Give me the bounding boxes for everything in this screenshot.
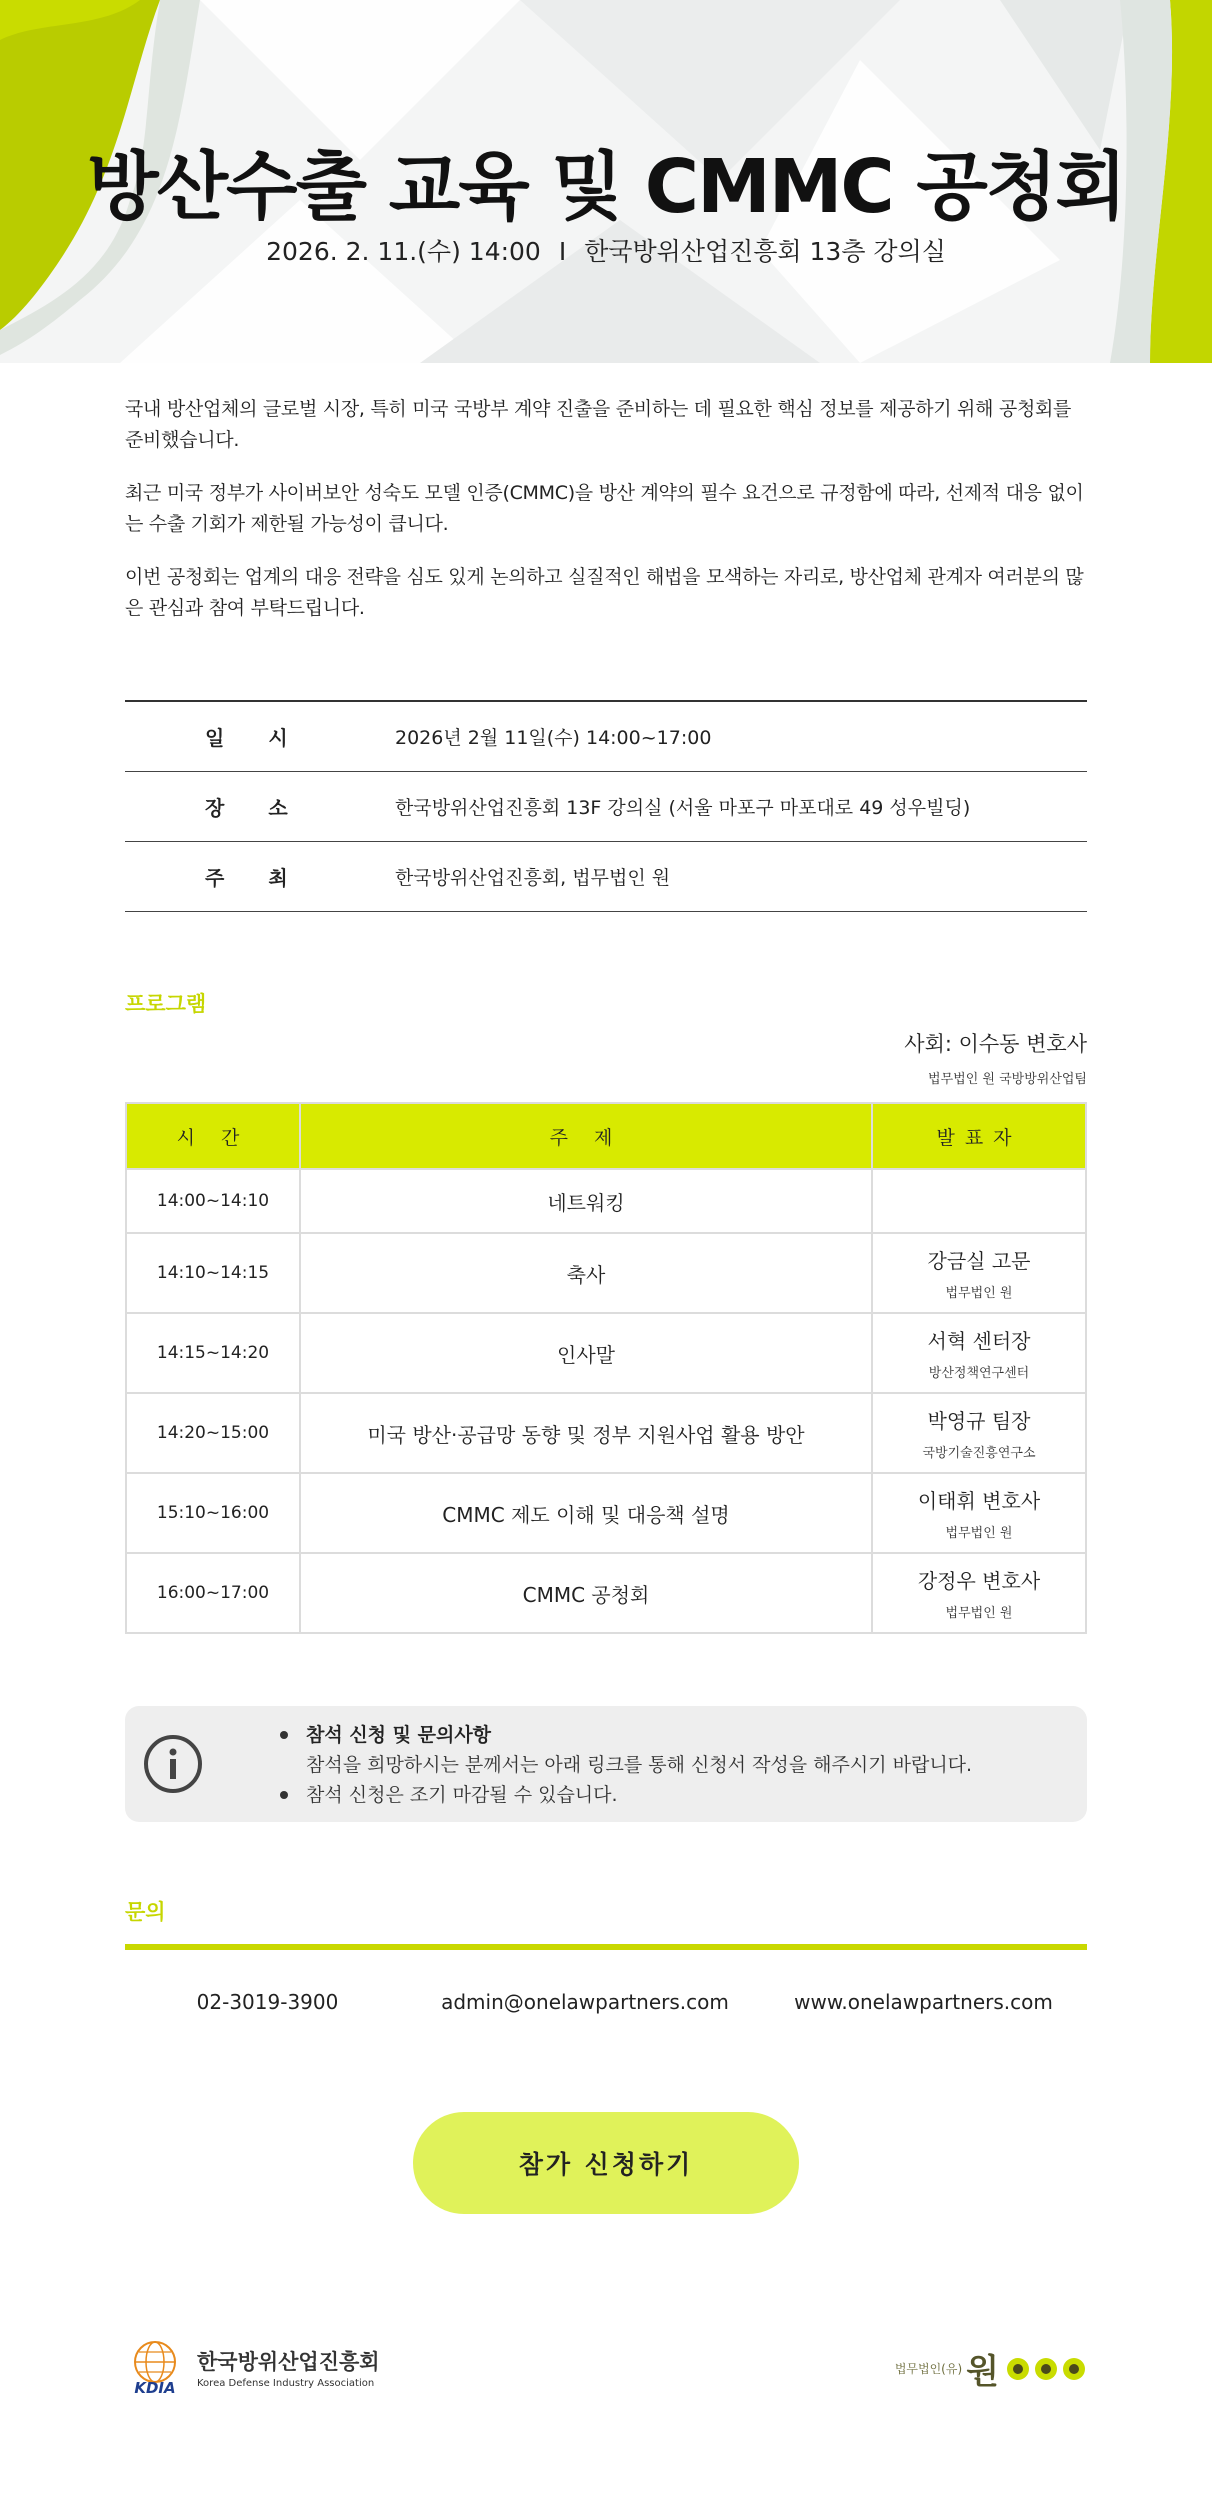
speaker-org: 법무법인 원 (945, 1286, 1013, 1301)
contact-heading: 문의 (125, 1900, 166, 1924)
row-topic: 미국 방산·공급망 동향 및 정부 지원사업 활용 방안 (300, 1393, 872, 1473)
register-button[interactable]: 참가 신청하기 (413, 2112, 799, 2214)
row-time: 14:10~14:15 (126, 1233, 300, 1313)
header-speaker: 발표자 (872, 1103, 1086, 1169)
event-subtitle (0, 232, 1212, 268)
page-title: 방산수출 교육 및 CMMC 공청회 (87, 144, 1125, 230)
onelaw-dots-icon (1005, 2356, 1087, 2382)
row-speaker (872, 1313, 1086, 1393)
onelaw-prefix: 법무법인(유) (894, 2362, 963, 2376)
row-time: 14:00~14:10 (126, 1169, 300, 1233)
kdia-mark-text: KDIA (134, 2379, 176, 2396)
row-speaker (872, 1393, 1086, 1473)
program-table (125, 1102, 1087, 1634)
info-value-date: 2026년 2월 11일(수) 14:00~17:00 (395, 727, 712, 749)
program-heading: 프로그램 (125, 992, 207, 1016)
notice-item-line1: 참석을 희망하시는 분께서는 아래 링크를 통해 신청서 작성을 해주시기 바랍니다. (306, 1754, 973, 1776)
moderator-name: 사회: 이수동 변호사 (904, 1032, 1087, 1056)
row-time: 14:20~15:00 (126, 1393, 300, 1473)
speaker-org: 국방기술진흥연구소 (922, 1446, 1036, 1461)
row-topic: 인사말 (300, 1313, 872, 1393)
kdia-english-name: Korea Defense Industry Association (197, 2377, 375, 2389)
info-row-date (125, 702, 1087, 772)
table-row (126, 1393, 1086, 1473)
info-label-place: 장소 (205, 796, 332, 820)
row-topic: 축사 (300, 1233, 872, 1313)
kdia-text (197, 2346, 380, 2389)
row-topic: CMMC 제도 이해 및 대응책 설명 (300, 1473, 872, 1553)
notice-list (280, 1720, 972, 1810)
intro-text (125, 394, 1087, 646)
hero-banner (0, 0, 1212, 363)
table-row (126, 1313, 1086, 1393)
header-time: 시 간 (126, 1103, 300, 1169)
contact-email[interactable]: admin@onelawpartners.com (441, 1990, 729, 2014)
program-table-header (126, 1103, 1086, 1169)
row-topic: 네트워킹 (300, 1169, 872, 1233)
speaker-org: 법무법인 원 (945, 1606, 1013, 1621)
speaker-name: 이태휘 변호사 (917, 1489, 1041, 1513)
moderator-block (904, 1028, 1087, 1087)
row-speaker (872, 1169, 1086, 1233)
table-row (126, 1553, 1086, 1633)
speaker-name: 서혁 센터장 (927, 1329, 1031, 1353)
intro-paragraph-2: 최근 미국 정부가 사이버보안 성숙도 모델 인증(CMMC)을 방산 계약의 필수 요건으로 규정함에 따라, 선제적 대응 없이는 수출 기회가 제한될 가능성이 큽니다. (125, 482, 1084, 535)
info-label-date: 일시 (205, 726, 332, 750)
kdia-logo (125, 2338, 380, 2396)
row-time: 16:00~17:00 (126, 1553, 300, 1633)
speaker-org: 법무법인 원 (945, 1526, 1013, 1541)
notice-title: 참석 신청 및 문의사항 (306, 1724, 492, 1746)
row-speaker (872, 1473, 1086, 1553)
contact-website[interactable]: www.onelawpartners.com (794, 1990, 1053, 2014)
onelaw-logo (895, 2344, 1087, 2393)
table-row (126, 1169, 1086, 1233)
speaker-org: 방산정책연구센터 (928, 1366, 1030, 1381)
row-speaker (872, 1553, 1086, 1633)
info-value-place: 한국방위산업진흥회 13F 강의실 (서울 마포구 마포대로 49 성우빌딩) (395, 797, 971, 819)
info-row-host (125, 842, 1087, 912)
contact-info (125, 1990, 1087, 2014)
notice-box (125, 1706, 1087, 1822)
kdia-name: 한국방위산업진흥회 (197, 2349, 380, 2374)
event-venue: 한국방위산업진흥회 13층 강의실 (584, 237, 946, 266)
speaker-name: 박영규 팀장 (927, 1409, 1031, 1433)
intro-paragraph-3: 이번 공청회는 업계의 대응 전략을 심도 있게 논의하고 실질적인 해법을 모색하는 자리로, 방산업체 관계자 여러분의 많은 관심과 참여 부탁드립니다. (125, 566, 1084, 619)
notice-item-title (280, 1720, 972, 1750)
speaker-name: 강금실 고문 (927, 1249, 1031, 1273)
contact-phone[interactable]: 02-3019-3900 (196, 1990, 339, 2014)
intro-paragraph-1: 국내 방산업체의 글로벌 시장, 특히 미국 국방부 계약 진출을 준비하는 데 필요한 핵심 정보를 제공하기 위해 공청회를 준비했습니다. (125, 398, 1072, 451)
contact-divider (125, 1944, 1087, 1950)
row-topic: CMMC 공청회 (300, 1553, 872, 1633)
moderator-org: 법무법인 원 국방방위산업팀 (928, 1072, 1087, 1087)
subtitle-separator: I (558, 237, 567, 266)
info-icon (143, 1734, 203, 1794)
header-topic: 주 제 (300, 1103, 872, 1169)
info-value-host: 한국방위산업진흥회, 법무법인 원 (395, 867, 671, 889)
row-speaker (872, 1233, 1086, 1313)
event-info-table (125, 700, 1087, 912)
table-row (126, 1233, 1086, 1313)
table-row (126, 1473, 1086, 1553)
row-time: 15:10~16:00 (126, 1473, 300, 1553)
kdia-emblem-icon (125, 2338, 187, 2396)
info-row-place (125, 772, 1087, 842)
speaker-name: 강정우 변호사 (917, 1569, 1041, 1593)
row-time: 14:15~14:20 (126, 1313, 300, 1393)
notice-item-line2: 참석 신청은 조기 마감될 수 있습니다. (280, 1780, 972, 1810)
event-date: 2026. 2. 11.(수) 14:00 (266, 237, 541, 266)
onelaw-mark: 원 (966, 2352, 999, 2392)
info-label-host: 주최 (205, 866, 332, 890)
